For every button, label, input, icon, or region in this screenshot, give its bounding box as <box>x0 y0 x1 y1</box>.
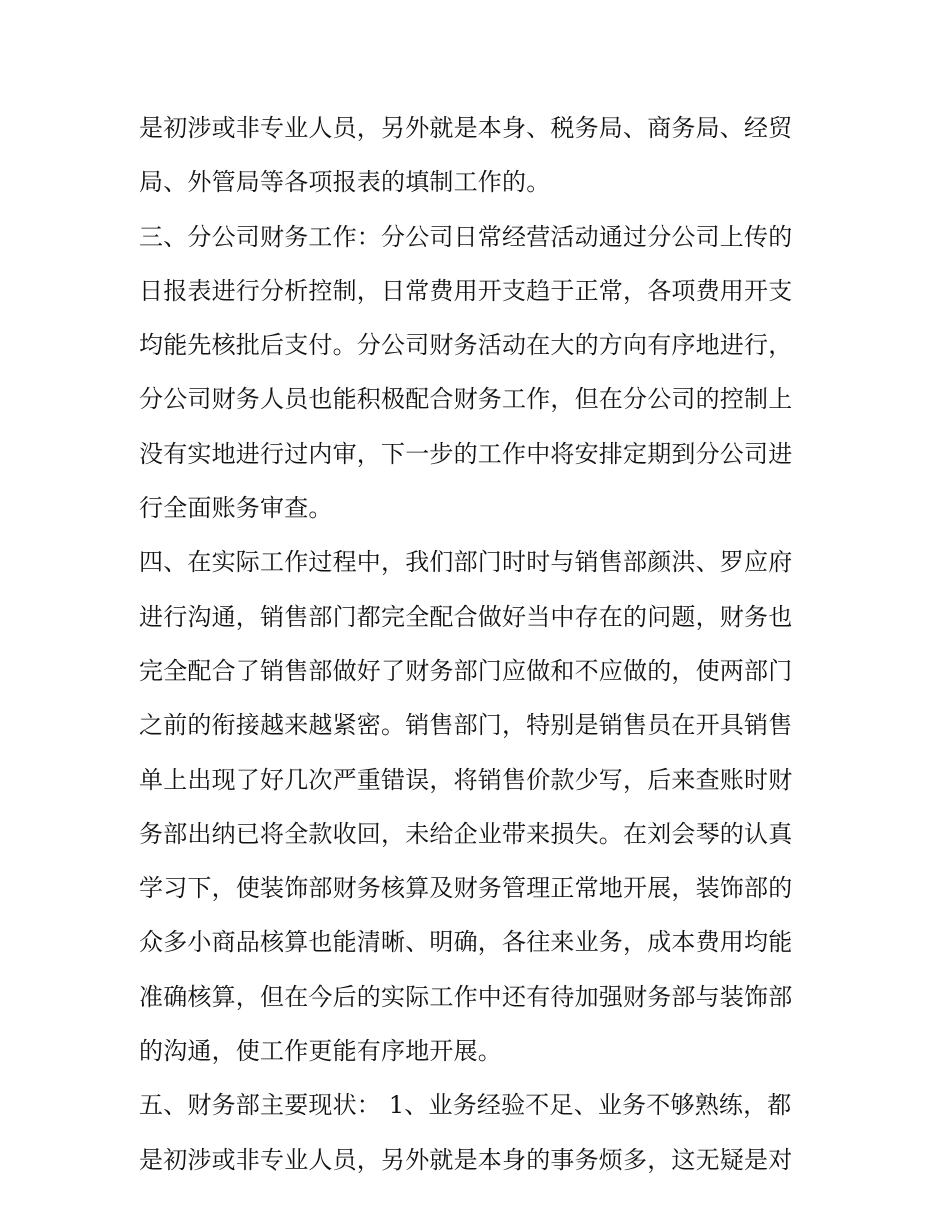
text-line: 日报表进行分析控制，日常费用开支趋于正常，各项费用开支 <box>139 276 793 305</box>
text-line: 进行沟通，销售部门都完全配合做好当中存在的问题，财务也 <box>139 602 793 631</box>
text-line: 四、在实际工作过程中，我们部门时时与销售部颜洪、罗应府 <box>139 548 793 577</box>
text-line: 没有实地进行过内审，下一步的工作中将安排定期到分公司进 <box>139 439 793 468</box>
text-line: 均能先核批后支付。分公司财务活动在大的方向有序地进行， <box>139 331 793 360</box>
text-line: 单上出现了好几次严重错误，将销售价款少写，后来查账时财 <box>139 765 793 794</box>
text-line: 务部出纳已将全款收回，未给企业带来损失。在刘会琴的认真 <box>139 819 793 848</box>
text-line: 局、外管局等各项报表的填制工作的。 <box>139 168 551 197</box>
text-line: 完全配合了销售部做好了财务部门应做和不应做的，使两部门 <box>139 656 793 685</box>
text-line: 三、分公司财务工作：分公司日常经营活动通过分公司上传的 <box>139 222 793 251</box>
text-line: 是初涉或非专业人员，另外就是本身、税务局、商务局、经贸 <box>139 114 793 142</box>
text-line: 学习下，使装饰部财务核算及财务管理正常地开展，装饰部的 <box>139 874 793 903</box>
text-line: 行全面账务审查。 <box>139 494 333 523</box>
text-line: 之前的衔接越来越紧密。销售部门，特别是销售员在开具销售 <box>139 711 793 740</box>
text-line: 的沟通，使工作更能有序地开展。 <box>139 1037 502 1066</box>
text-line: 五、财务部主要现状： 1、业务经验不足、业务不够熟练，都 <box>139 1091 792 1120</box>
document-body <box>139 101 819 1187</box>
text-line: 准确核算，但在今后的实际工作中还有待加强财务部与装饰部 <box>139 982 793 1011</box>
text-line: 众多小商品核算也能清晰、明确，各往来业务，成本费用均能 <box>139 928 793 957</box>
text-line: 是初涉或非专业人员，另外就是本身的事务烦多，这无疑是对 <box>139 1145 793 1174</box>
text-line: 分公司财务人员也能积极配合财务工作，但在分公司的控制上 <box>139 385 793 414</box>
